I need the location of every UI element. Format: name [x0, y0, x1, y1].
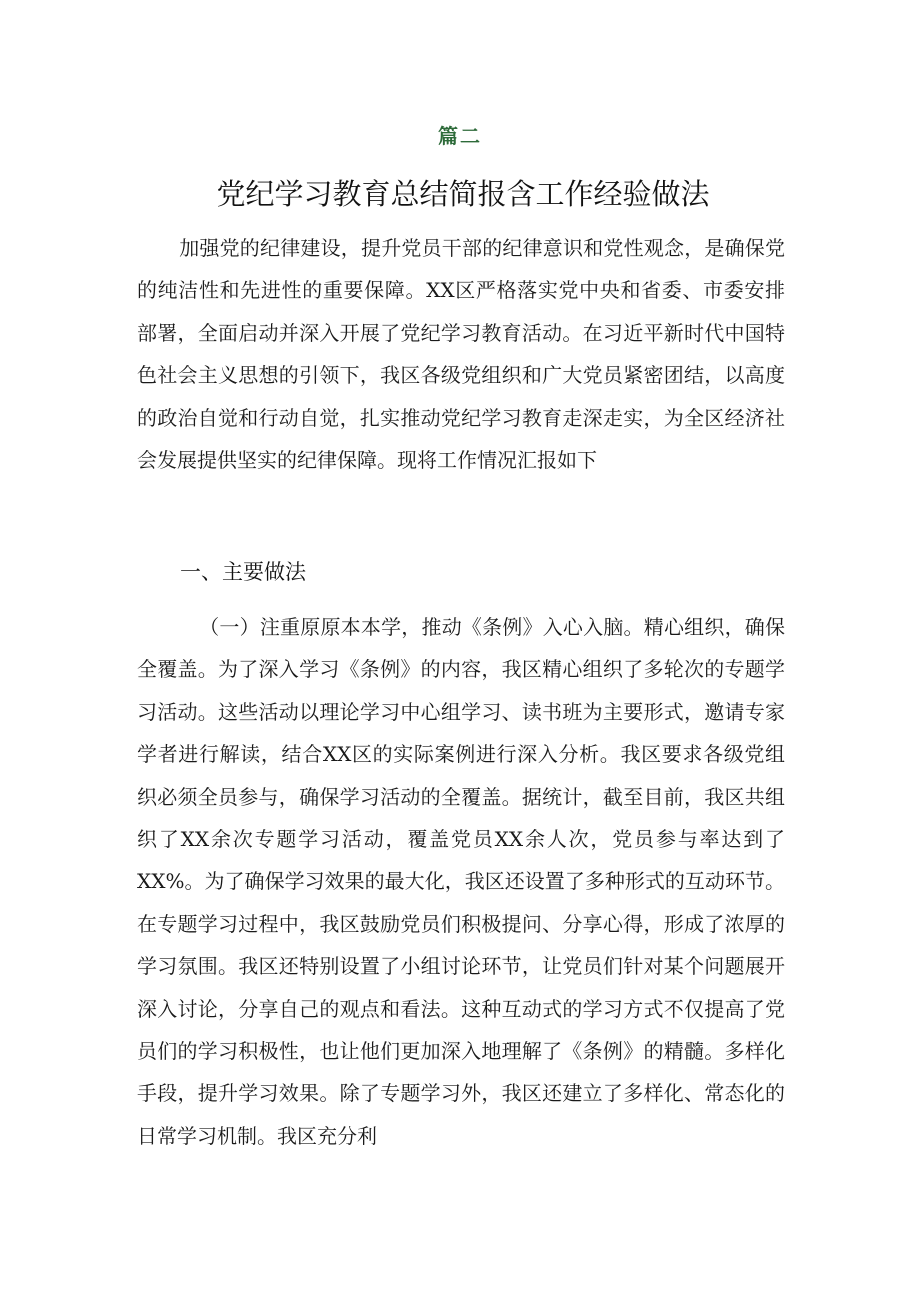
section-tag: 篇二 [438, 124, 482, 148]
document-title: 党纪学习教育总结简报含工作经验做法 [216, 177, 710, 211]
intro-paragraph-text: 加强党的纪律建设，提升党员干部的纪律意识和党性观念，是确保党的纯洁性和先进性的重要保障。XX区严格落实党中央和省委、市委安排部署，全面启动并深入开展了党纪学习教育活动。在习近平新时代中国特色社会主义思想的引领下，我区各级党组织和广大党员紧密团结，以高度的政治自觉和行动自觉，扎实推动党纪学习教育走深走实，为全区经济社会发展提供坚实的纪律保障。现将工作情况汇报如下 [137, 236, 785, 473]
intro-paragraph [137, 227, 785, 481]
body-paragraph [137, 606, 785, 1157]
section-heading: 一、主要做法 [180, 560, 306, 584]
body-paragraph-text: （一）注重原原本本学，推动《条例》入心入脑。精心组织，确保全覆盖。为了深入学习《条例》的内容，我区精心组织了多轮次的专题学习活动。这些活动以理论学习中心组学习、读书班为主要形式，邀请专家学者进行解读，结合XX区的实际案例进行深入分析。我区要求各级党组织必须全员参与，确保学习活动的全覆盖。据统计，截至目前，我区共组织了XX余次专题学习活动，覆盖党员XX余人次，党员参与率达到了XX%。为了确保学习效果的最大化，我区还设置了多种形式的互动环节。在专题学习过程中，我区鼓励党员们积极提问、分享心得，形成了浓厚的学习氛围。我区还特别设置了小组讨论环节，让党员们针对某个问题展开深入讨论，分享自己的观点和看法。这种互动式的学习方式不仅提高了党员们的学习积极性，也让他们更加深入地理解了《条例》的精髓。多样化手段，提升学习效果。除了专题学习外，我区还建立了多样化、常态化的日常学习机制。我区充分利 [137, 615, 785, 1148]
